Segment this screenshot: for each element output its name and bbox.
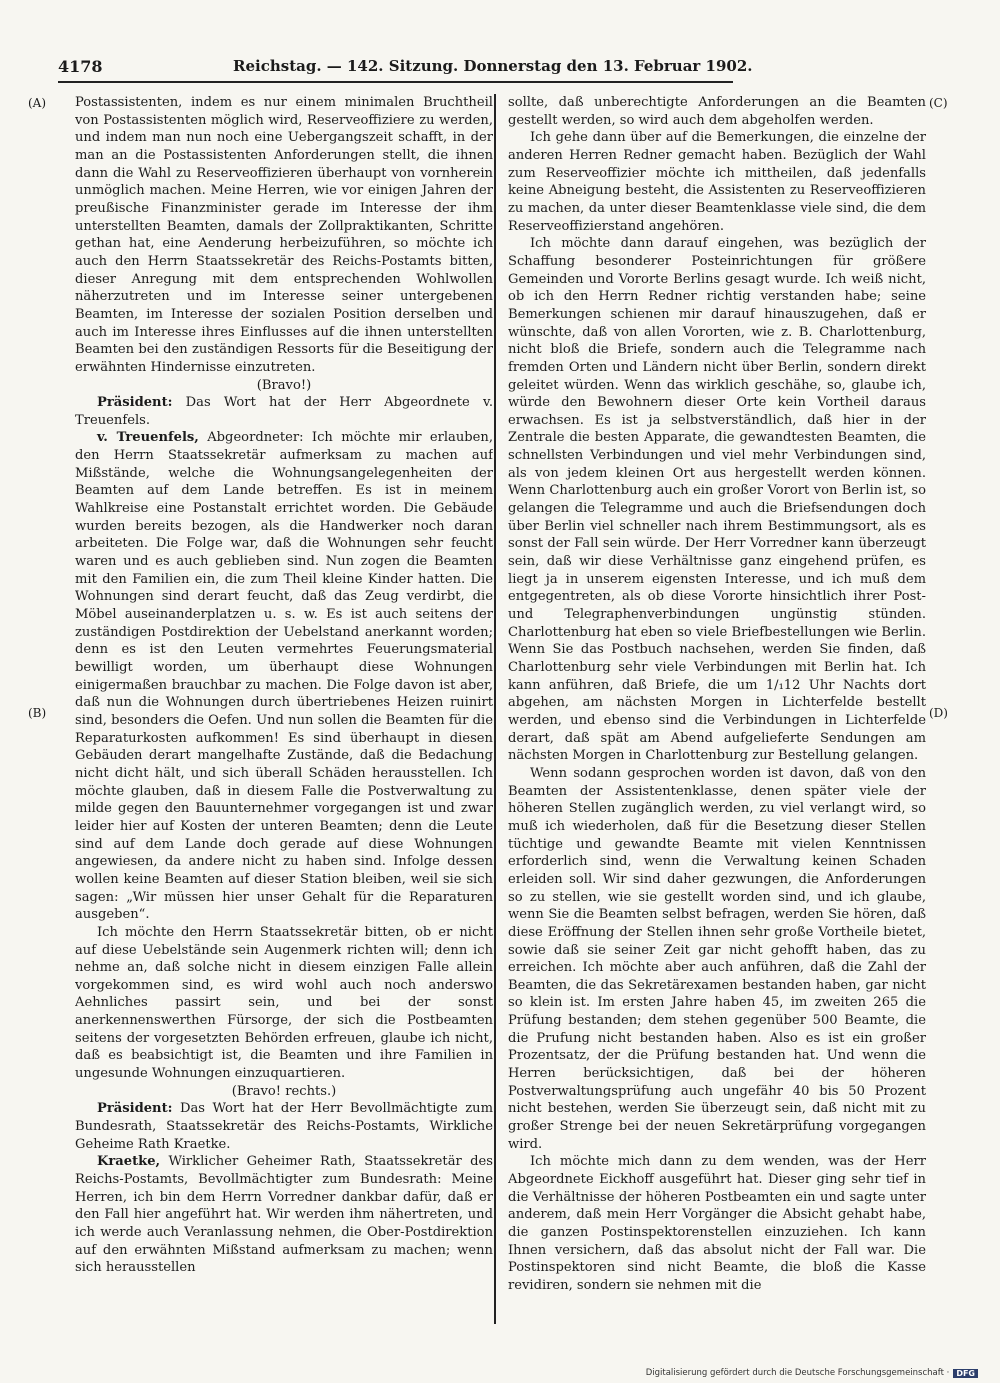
margin-mark-d: (D): [929, 706, 948, 720]
speech-text: Wirklicher Geheimer Rath, Staatssekretär des Reichs-Postamts, Bevollmächtigter zum Bundesrath: Meine Herren, ich bin dem Herrn Vorredner dankbar dafür, daß er den Fall hier angeführt hat. Wir werden ihm nähertreten, und ich werde auch Veranlassung nehmen, die Ober-Postdirektion auf den erwähnten Mißstand aufmerksam zu machen; wenn sich herausstellen: [75, 1154, 493, 1276]
page-number: 4178: [58, 57, 103, 76]
speech-text: Das Wort hat der Herr Abgeordnete v. Treuenfels.: [75, 395, 493, 428]
paragraph: Ich möchte dann darauf eingehen, was bezüglich der Schaffung besonderer Posteinrichtungen für größere Gemeinden und Vororte Berlins gesagt wurde. Ich weiß nicht, ob ich den Herrn Redner richtig verstanden habe; seine Bemerkungen schienen mir darauf hinauszugehen, daß er wünschte, daß von allen Vororten, wie z. B. Charlottenburg, nicht bloß die Briefe, sondern auch die Telegramme nach fremden Orten und Ländern nicht über Berlin, sondern direkt geleitet würden. Wenn das wirklich geschähe, so, glaube ich, würde den Bewohnern dieser Orte kein Vortheil daraus erwachsen. Es ist ja selbstverständlich, daß hier in der Zentrale die besten Apparate, die gewandtesten Beamten, die schnellsten Verbindungen und viel mehr Verbindungen sind, als von jedem kleinen Ort aus hergestellt werden können. Wenn Charlottenburg auch ein großer Vorort von Berlin ist, so gelangen die Telegramme und auch die Briefsendungen doch über Berlin viel schneller nach ihrem Bestimmungsort, als es sonst der Fall sein würde. Der Herr Vorredner kann überzeugt sein, daß wir diese Verhältnisse ganz eingehend prüfen, es liegt ja in unserem eigensten Interesse, und ich muß dem entgegentreten, als ob diese Vororte hinsichtlich ihrer Post- und Telegraphenverbindungen ungünstig stünden. Charlottenburg hat eben so viele Briefbestellungen wie Berlin. Wenn Sie das Postbuch nachsehen, werden Sie finden, daß Charlottenburg sehr viele Verbindungen mit Berlin hat. Ich kann anführen, daß Briefe, die um 1/₁12 Uhr Nachts dort abgehen, am nächsten Morgen in Lichterfelde bestellt werden, und ebenso sind die Verbindungen in Lichterfelde derart, daß spät am Abend aufgelieferte Sendungen am nächsten Morgen in Charlottenburg zur Bestellung gelangen.: [508, 236, 926, 764]
paragraph: Wenn sodann gesprochen worden ist davon, daß von den Beamten der Assistentenklasse, denen später viele der höheren Stellen zugänglich werden, zu viel verlangt wird, so muß ich wiederholen, daß für die Besetzung dieser Stellen tüchtige und gewandte Beamte mit vielen Kenntnissen erforderlich sind, wenn die Verwaltung keinen Schaden erleiden soll. Wir sind daher gezwungen, die Anforderungen so zu stellen, wie sie gestellt worden sind, und ich glaube, wenn Sie die Beamten selbst befragen, werden Sie hören, daß diese Eröffnung der Stellen ihnen sehr große Vortheile bietet, sowie daß sie seiner Zeit gar nicht gehofft haben, das zu erreichen. Ich möchte aber auch anführen, daß die Zahl der Beamten, die das Sekretärexamen bestanden haben, gar nicht so klein ist. Im ersten Jahre haben 45, im zweiten 265 die Prüfung bestanden; dem stehen gegenüber 500 Beamte, die die Prufung nicht bestanden haben. Also es ist ein großer Prozentsatz, der die Prüfung bestanden hat. Und wenn die Herren berücksichtigen, daß bei der höheren Postverwaltungsprüfung auch ungefähr 40 bis 50 Prozent nicht bestehen, werden Sie überzeugt sein, daß nicht mit zu großer Strenge bei der neuen Sekretärprüfung vorgegangen wird.: [508, 765, 926, 1152]
margin-mark-c: (C): [929, 96, 948, 110]
speech-text: Das Wort hat der Herr Bevollmächtigte zum Bundesrath, Staatssekretär des Reichs-Postamts, Wirkliche Geheime Rath Kraetke.: [75, 1101, 493, 1152]
speaker-name: Präsident:: [97, 1101, 173, 1117]
dfg-logo: DFG: [953, 1369, 978, 1378]
column-divider: [494, 94, 496, 1324]
footer-credit: [646, 1368, 978, 1378]
paragraph: Postassistenten, indem es nur einem minimalen Bruchtheil von Postassistenten möglich wird, Reserveoffiziere zu werden, und indem man nun noch eine Uebergangszeit schafft, in der man an die Postassistenten Anforderungen stellt, die ihnen dann die Wahl zu Reserveoffizieren überhaupt von vornherein unmöglich machen. Meine Herren, wie vor einigen Jahren der preußische Finanzminister gerade im Interesse der ihm unterstellten Beamten, damals der Zollpraktikanten, Schritte gethan hat, eine Aenderung herbeizuführen, so möchte ich auch den Herrn Staatssekretär des Reichs-Postamts bitten, dieser Anregung mit dem entsprechenden Wohlwollen näherzutreten und im Interesse seiner untergebenen Beamten, im Interesse der sozialen Position derselben und auch im Interesse ihres Einflusses auf die ihnen unterstellten Beamten bei den zuständigen Ressorts für die Beseitigung der erwähnten Hindernisse einzutreten.: [75, 95, 493, 375]
paragraph: [75, 1100, 493, 1153]
margin-mark-a: (A): [28, 96, 47, 110]
running-header: [58, 55, 753, 83]
speaker-name: Präsident:: [97, 395, 173, 411]
interjection: (Bravo! rechts.): [231, 1083, 337, 1099]
paragraph: Ich möchte mich dann zu dem wenden, was der Herr Abgeordnete Eickhoff ausgeführt hat. Dieser ging sehr tief in die Verhältnisse der höheren Postbeamten ein und sagte unter anderem, daß mein Herr Vorgänger die Absicht gehabt habe, die ganzen Postinspektorenstellen einzuziehen. Ich kann Ihnen versichern, daß das absolut nicht der Fall war. Die Postinspektoren sind nicht Beamte, die bloß die Kasse revidiren, sondern sie nehmen mit die: [508, 1154, 926, 1293]
paragraph: Ich möchte den Herrn Staatssekretär bitten, ob er nicht auf diese Uebelstände sein Augenmerk richten will; denn ich nehme an, daß solche nicht in diesem einzigen Falle allein vorgekommen sind, es wird wohl auch noch anderswo Aehnliches passirt sein, und bei der sonst anerkennenswerthen Fürsorge, der sich die Postbeamten seitens der vorgesetzten Behörden erfreuen, glaube ich nicht, daß es beabsichtigt ist, die Beamten und ihre Familien in ungesunde Wohnungen einzuquartieren.: [75, 924, 493, 1082]
speech-text: Abgeordneter: Ich möchte mir erlauben, den Herrn Staatssekretär aufmerksam zu machen auf Mißstände, welche die Wohnungsangelegenheiten der Beamten auf dem Lande betreffen. Es ist in meinem Wahlkreise eine Postanstalt errichtet worden. Die Gebäude wurden bereits bezogen, als die Handwerker noch daran arbeiteten. Die Folge war, daß die Wohnungen sehr feucht waren und es auch geblieben sind. Nun zogen die Beamten mit den Familien ein, die zum Theil kleine Kinder hatten. Die Wohnungen sind derart feucht, daß das Zeug verdirbt, die Möbel auseinanderplatzen u. s. w. Es ist auch seitens der zuständigen Postdirektion der Uebelstand anerkannt worden; denn es ist den Leuten vermehrtes Feuerungsmaterial bewilligt worden, um überhaupt diese Wohnungen einigermaßen brauchbar zu machen. Die Folge davon ist aber, daß nun die Wohnungen durch übertriebenes Heizen ruinirt sind, besonders die Oefen. Und nun sollen die Beamten für die Reparaturkosten aufkommen! Es sind überhaupt in diesen Gebäuden derart mangelhafte Zustände, daß die Bedachung nicht dicht hält, und sich überall Schäden herausstellen. Ich möchte glauben, daß in diesem Falle die Postverwaltung zu milde gegen den Bauunternehmer vorgegangen ist und zwar leider hier auf Kosten der unteren Beamten; denn die Leute sind auf dem Lande doch gerade auf diese Wohnungen angewiesen, da andere nicht zu haben sind. Infolge dessen wollen keine Beamten auf dieser Station bleiben, weil sie sich sagen: „Wir müssen hier unser Gehalt für die Reparaturen ausgeben“.: [75, 430, 493, 923]
interjection: (Bravo!): [256, 377, 312, 393]
paragraph: [75, 429, 493, 923]
speaker-name: v. Treuenfels,: [97, 430, 199, 446]
paragraph: Ich gehe dann über auf die Bemerkungen, die einzelne der anderen Herren Redner gemacht haben. Bezüglich der Wahl zum Reserveoffizier möchte ich mittheilen, daß jedenfalls keine Abneigung besteht, die Assistenten zu Reserveoffizieren zu machen, da unter dieser Beamtenklasse viele sind, die dem Reserveoffizierstand angehören.: [508, 130, 926, 234]
footer-text: Digitalisierung gefördert durch die Deutsche Forschungsgemeinschaft ·: [645, 1368, 950, 1378]
left-column: [75, 94, 493, 1324]
paragraph: [75, 1153, 493, 1277]
margin-mark-b: (B): [28, 706, 47, 720]
paragraph: [75, 394, 493, 429]
right-column: [508, 94, 926, 1324]
header-title: Reichstag. — 142. Sitzung. Donnerstag den 13. Februar 1902.: [233, 57, 753, 75]
paragraph: sollte, daß unberechtigte Anforderungen an die Beamten gestellt werden, so wird auch dem abgeholfen werden.: [508, 95, 926, 128]
speaker-name: Kraetke,: [97, 1154, 161, 1170]
